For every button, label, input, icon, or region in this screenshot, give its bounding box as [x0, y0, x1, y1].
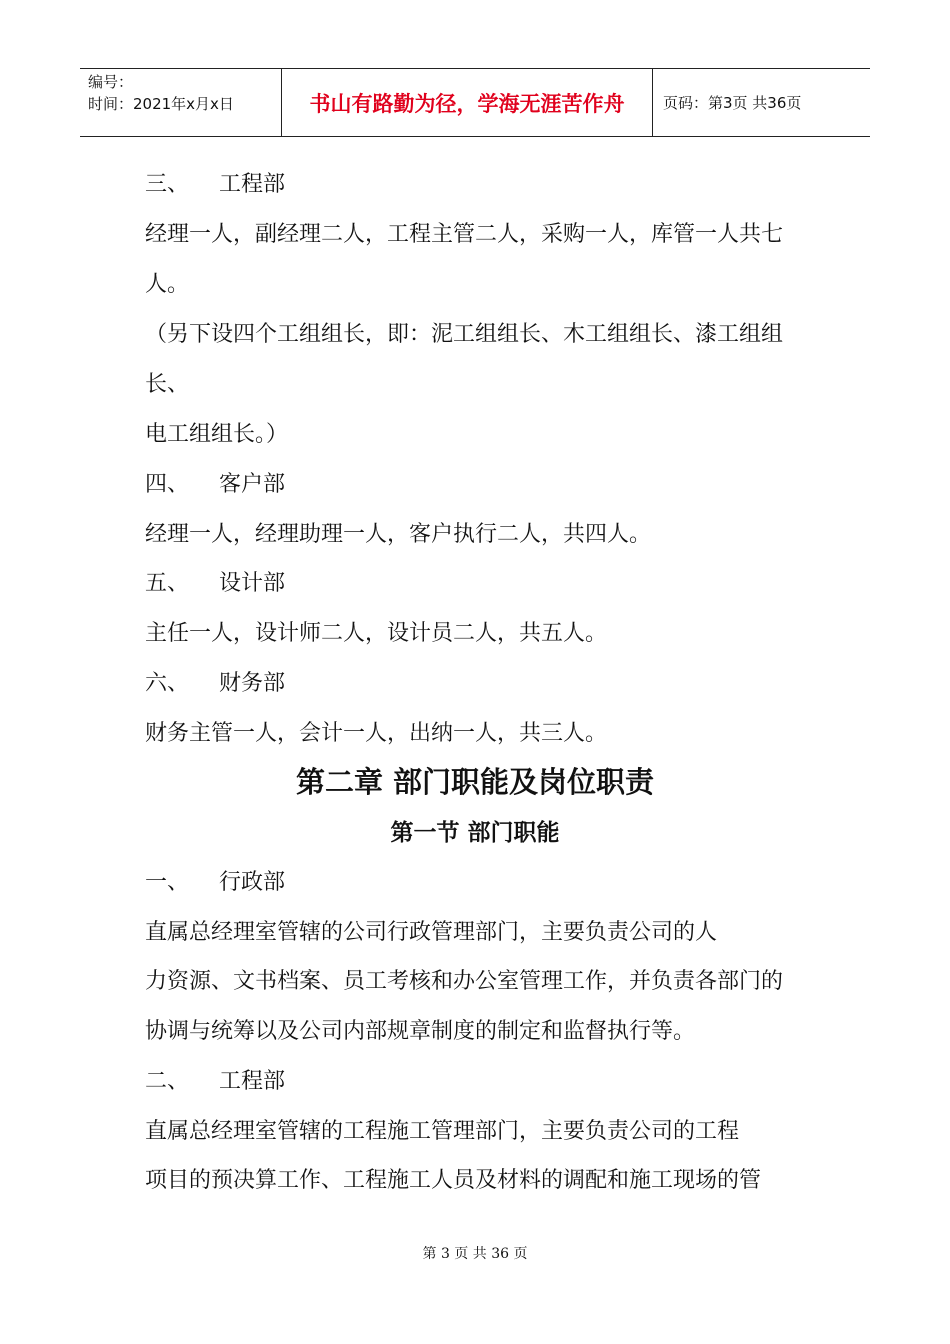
paragraph-line: 项目的预决算工作、工程施工人员及材料的调配和施工现场的管 — [145, 1168, 762, 1193]
heading-engineering-dept — [145, 170, 285, 200]
heading-engineering-dept-2 — [145, 1067, 285, 1097]
header-page-number: 页码：第3页 共36页 — [663, 94, 802, 112]
paragraph-line: 力资源、文书档案、员工考核和办公室管理工作，并负责各部门的 — [145, 969, 784, 994]
section-title: 第一节 部门职能 — [390, 819, 560, 846]
department-name: 工程部 — [219, 172, 286, 197]
department-name: 行政部 — [219, 870, 286, 895]
list-number: 二、 — [145, 1069, 190, 1094]
document-date-label: 时间：2021年x月x日 — [88, 95, 234, 113]
paragraph-line: 经理一人，副经理二人，工程主管二人，采购一人，库管一人共七 — [145, 222, 784, 247]
paragraph-line: 财务主管一人，会计一人，出纳一人，共三人。 — [145, 721, 608, 746]
paragraph-line: （另下设四个工组组长，即：泥工组组长、木工组组长、漆工组组 — [145, 322, 784, 347]
list-number: 三、 — [145, 172, 190, 197]
heading-customer-dept — [145, 470, 285, 500]
page-header — [80, 68, 870, 137]
heading-finance-dept — [145, 669, 285, 699]
department-name: 工程部 — [219, 1069, 286, 1094]
paragraph-line: 协调与统筹以及公司内部规章制度的制定和监督执行等。 — [145, 1019, 696, 1044]
department-name: 客户部 — [219, 472, 286, 497]
header-motto-cell — [281, 69, 653, 136]
paragraph-line: 长、 — [145, 372, 190, 397]
paragraph-line: 主任一人，设计师二人，设计员二人，共五人。 — [145, 621, 608, 646]
header-page-cell — [653, 69, 870, 136]
list-number: 四、 — [145, 472, 190, 497]
department-name: 设计部 — [219, 571, 286, 596]
heading-design-dept — [145, 569, 285, 599]
paragraph-line: 人。 — [145, 272, 190, 297]
heading-admin-dept — [145, 868, 285, 898]
header-meta — [80, 69, 281, 136]
paragraph-line: 直属总经理室管辖的公司行政管理部门，主要负责公司的人 — [145, 920, 718, 945]
paragraph-line: 直属总经理室管辖的工程施工管理部门，主要负责公司的工程 — [145, 1119, 740, 1144]
chapter-title: 第二章 部门职能及岗位职责 — [295, 765, 655, 799]
page-footer: 第 3 页 共 36 页 — [422, 1246, 528, 1262]
list-number: 六、 — [145, 671, 190, 696]
paragraph-line: 经理一人，经理助理一人，客户执行二人，共四人。 — [145, 522, 652, 547]
department-name: 财务部 — [219, 671, 286, 696]
header-motto: 书山有路勤为径，学海无涯苦作舟 — [309, 91, 625, 116]
list-number: 五、 — [145, 571, 190, 596]
paragraph-line: 电工组组长。） — [145, 422, 289, 447]
document-number-label: 编号： — [88, 73, 134, 91]
list-number: 一、 — [145, 870, 190, 895]
